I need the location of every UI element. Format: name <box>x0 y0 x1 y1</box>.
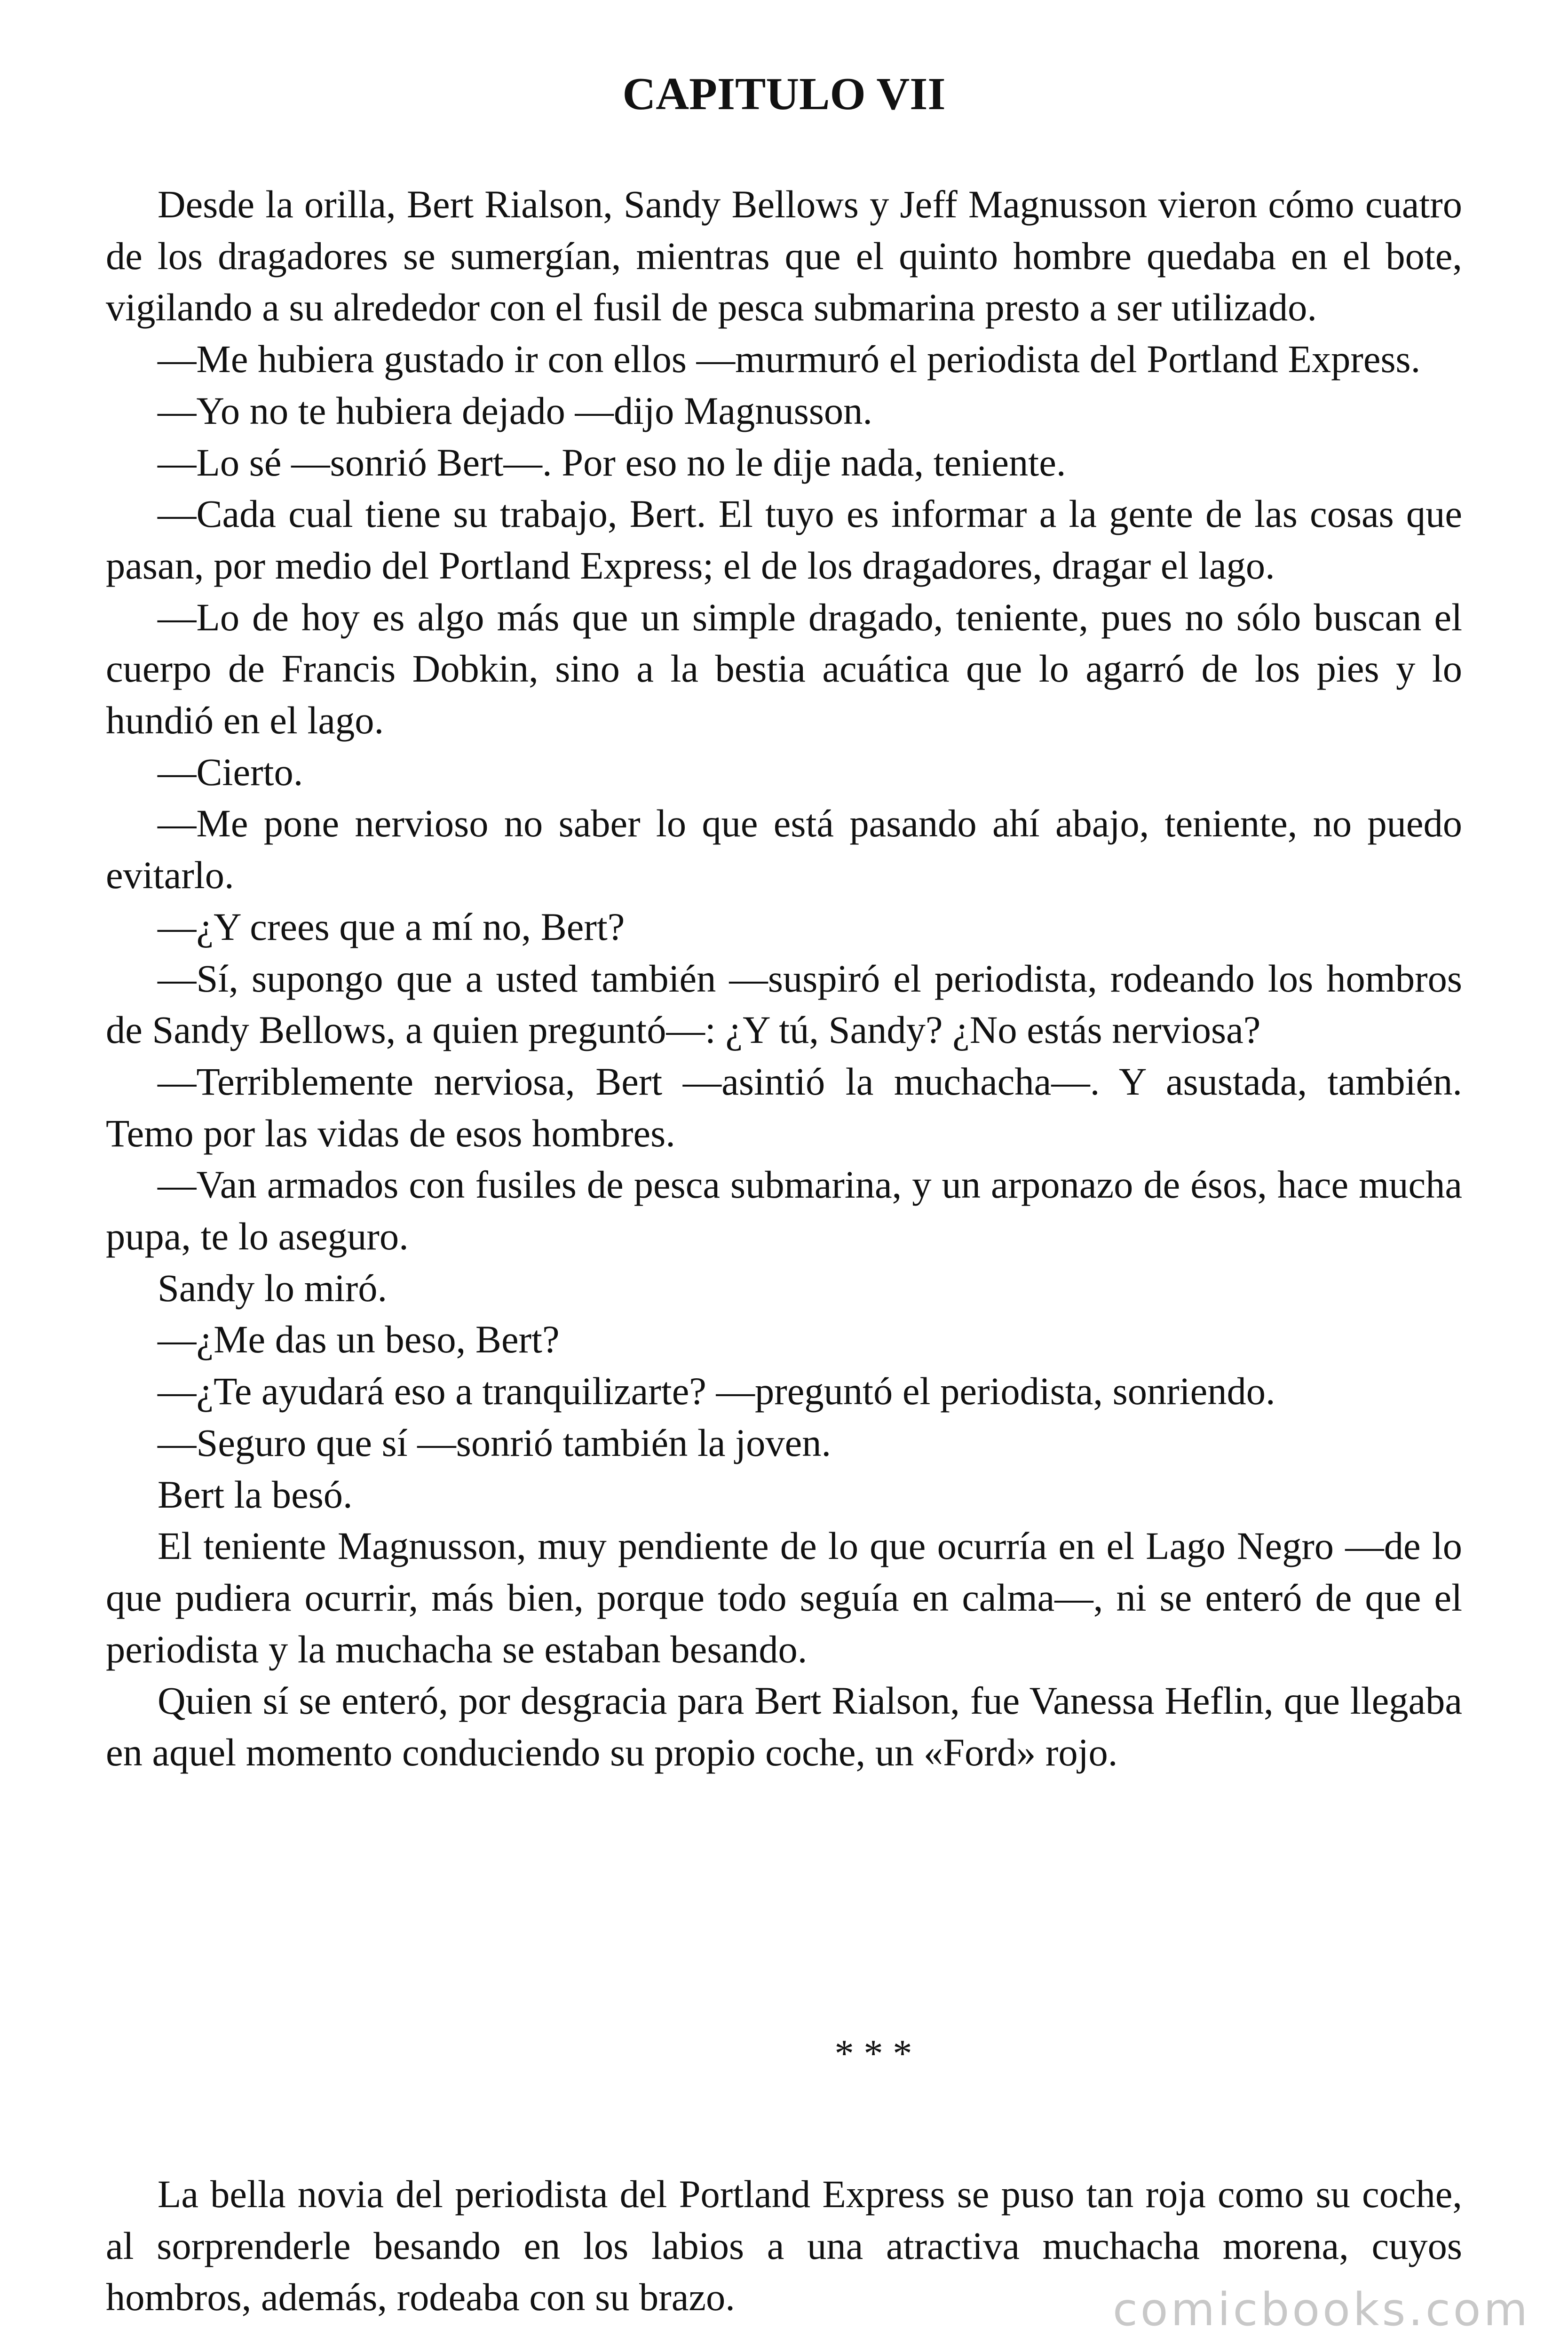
paragraph: Desde la orilla, Bert Rialson, Sandy Bellows y Jeff Magnusson vieron cómo cuatro de los dragadores se sumergían, mientras que el quinto hombre quedaba en el bote, vigilando a su alrededor con el fusil de pesca submarina presto a ser utilizado. <box>106 183 1462 329</box>
paragraph: —Van armados con fusiles de pesca submarina, y un arponazo de ésos, hace mucha pupa, te lo aseguro. <box>106 1163 1462 1258</box>
paragraph: —Lo sé —sonrió Bert—. Por eso no le dije nada, teniente. <box>158 440 1066 484</box>
paragraph: Bert la besó. <box>158 1472 353 1516</box>
paragraph: —Cada cual tiene su trabajo, Bert. El tuyo es informar a la gente de las cosas que pasan, por medio del Portland Express; el de los dragadores, dragar el lago. <box>106 492 1462 587</box>
paragraph: —Yo no te hubiera dejado —dijo Magnusson. <box>158 389 873 432</box>
paragraph: —Lo de hoy es algo más que un simple dragado, teniente, pues no sólo buscan el cuerpo de Francis Dobkin, sino a la bestia acuática que lo agarró de los pies y lo hundió en el lago. <box>106 595 1462 742</box>
paragraph: —¿Te ayudará eso a tranquilizarte? —preguntó el periodista, sonriendo. <box>158 1369 1275 1413</box>
paragraph: —Cierto. <box>158 750 303 794</box>
paragraph: —Seguro que sí —sonrió también la joven. <box>158 1421 832 1464</box>
paragraph: —Terriblemente nerviosa, Bert —asintió la muchacha—. Y asustada, también. Temo por las vidas de esos hombres. <box>106 1059 1462 1155</box>
paragraph: Sandy lo miró. <box>158 1266 388 1310</box>
paragraph: La bella novia del periodista del Portland Express se puso tan roja como su coche, al sorprenderle besando en los labios a una atractiva muchacha morena, cuyos hombros, además, rodeaba con su brazo. <box>106 2172 1462 2319</box>
paragraph: —¿Y crees que a mí no, Bert? <box>158 905 625 948</box>
watermark-logo: comicbooks.com <box>1112 2283 1530 2336</box>
paragraph: —Sí, supongo que a usted también —suspiró el periodista, rodeando los hombros de Sandy Bellows, a quien preguntó—: ¿Y tú, Sandy? ¿No estás nerviosa? <box>106 956 1462 1052</box>
chapter-body <box>106 179 1462 1779</box>
paragraph: —Me pone nervioso no saber lo que está pasando ahí abajo, teniente, no puedo evitarlo. <box>106 802 1462 897</box>
paragraph: —¿Me das un beso, Bert? <box>158 1318 560 1361</box>
paragraph: —Me hubiera gustado ir con ellos —murmuró el periodista del Portland Express. <box>158 337 1421 381</box>
section-separator: * * * <box>834 2032 912 2075</box>
chapter-title: CAPITULO VII <box>622 69 946 119</box>
paragraph: El teniente Magnusson, muy pendiente de lo que ocurría en el Lago Negro —de lo que pudiera ocurrir, más bien, porque todo seguía en calma—, ni se enteró de que el periodista y la muchacha se estaban besando. <box>106 1524 1462 1671</box>
paragraph: Quien sí se enteró, por desgracia para Bert Rialson, fue Vanessa Heflin, que llegaba en aquel momento conduciendo su propio coche, un «Ford» rojo. <box>106 1679 1462 1774</box>
